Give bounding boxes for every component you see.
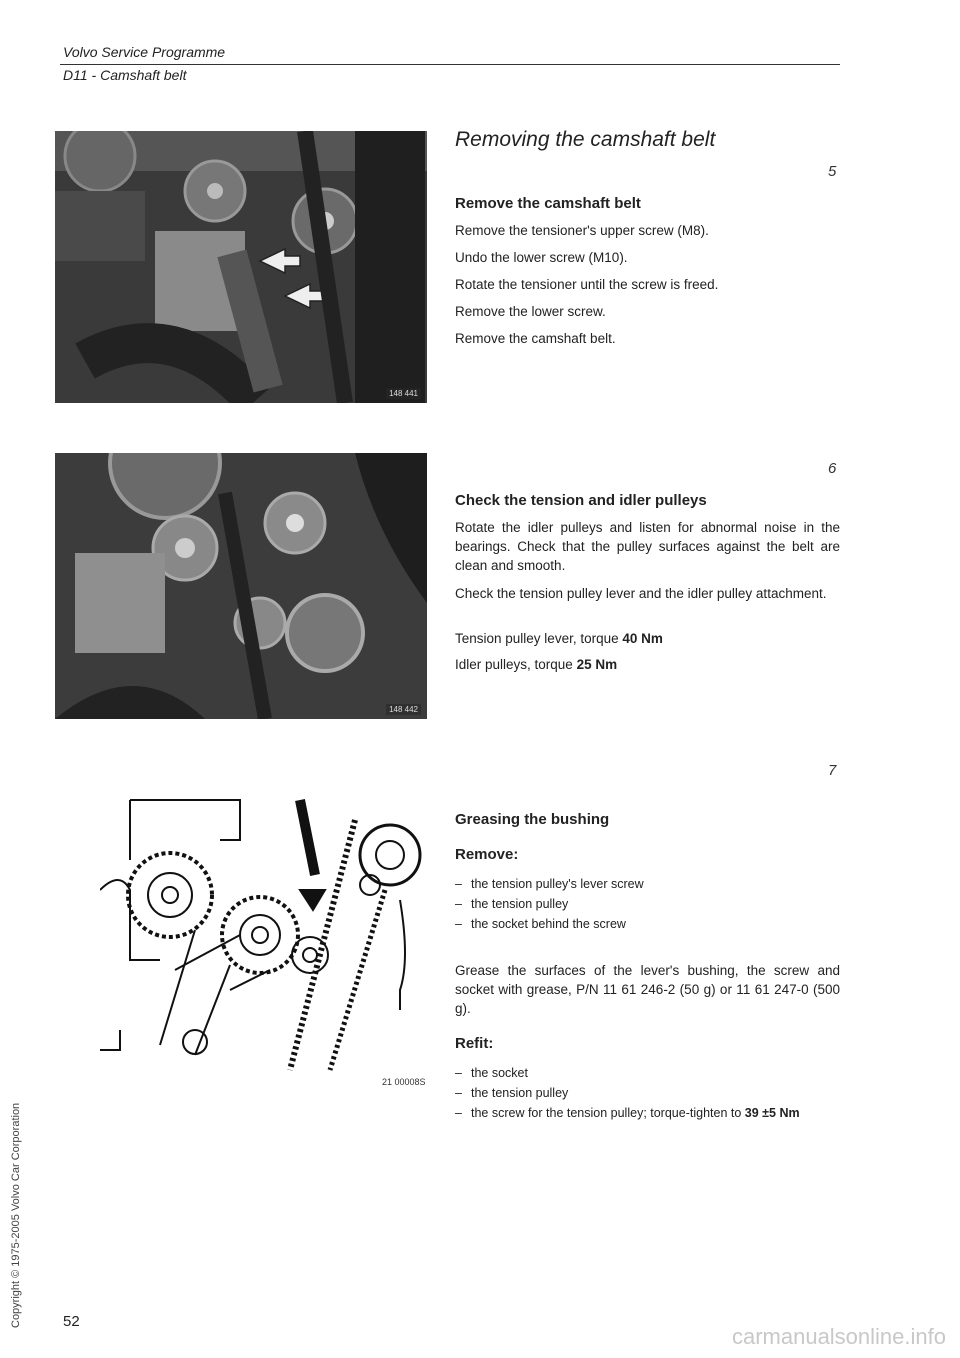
list-item: [455, 1103, 840, 1123]
refit-list: [455, 1063, 840, 1123]
step-6-heading: Check the tension and idler pulleys: [455, 492, 707, 509]
copyright-notice: Copyright © 1975-2005 Volvo Car Corporation: [10, 1102, 22, 1328]
step-5-line: Rotate the tensioner until the screw is freed.: [455, 277, 719, 292]
step-6-para-1: Rotate the idler pulleys and listen for abnormal noise in the bearings. Check that the pulley surfaces against the belt are clean and smooth.: [455, 520, 840, 573]
list-item: – the tension pulley: [455, 1083, 840, 1103]
refit-last-text: the screw for the tension pulley; torque-tighten to: [471, 1106, 745, 1120]
torque-tension-lever: [455, 629, 840, 648]
photo-1-label: 148 441: [386, 388, 421, 399]
torque-tension-lever-value: 40 Nm: [622, 631, 663, 646]
refit-heading: Refit:: [455, 1035, 494, 1052]
header-subtitle: D11 - Camshaft belt: [63, 67, 187, 83]
torque-idler-pulleys-value: 25 Nm: [576, 657, 618, 672]
step-5-line: Remove the camshaft belt.: [455, 331, 616, 346]
step-5-line: Undo the lower screw (M10).: [455, 250, 628, 265]
refit-torque-value: 39 ±5 Nm: [744, 1106, 800, 1120]
tensioner-diagram: [100, 780, 430, 1080]
list-item: – the socket behind the screw: [455, 914, 840, 934]
page-number: 52: [63, 1313, 80, 1330]
list-item: – the tension pulley: [455, 894, 840, 914]
step-5-line: Remove the tensioner's upper screw (M8).: [455, 223, 709, 238]
diagram-label: 21 00008S: [382, 1077, 426, 1087]
engine-photo-2: [55, 453, 427, 719]
step-7-heading: Greasing the bushing: [455, 811, 610, 828]
step-6-para-2: Check the tension pulley lever and the idler pulley attachment.: [455, 586, 827, 601]
page-title: Removing the camshaft belt: [455, 128, 716, 151]
step-number-6: 6: [828, 460, 837, 477]
watermark: carmanualsonline.info: [731, 1324, 946, 1349]
list-item: – the tension pulley's lever screw: [455, 874, 840, 894]
grease-paragraph: Grease the surfaces of the lever's bushing, the screw and socket with grease, P/N 11 61 246-2 (50 g) or 11 61 247-0 (500 g).: [455, 963, 840, 1016]
step-number-7: 7: [828, 762, 837, 779]
torque-tension-lever-text: Tension pulley lever, torque: [455, 631, 623, 646]
torque-idler-pulleys-text: Idler pulleys, torque: [455, 657, 577, 672]
step-5-line: Remove the lower screw.: [455, 304, 606, 319]
header-title: Volvo Service Programme: [63, 44, 226, 60]
torque-idler-pulleys: [455, 655, 840, 674]
remove-list: [455, 874, 840, 934]
step-number-5: 5: [828, 163, 837, 180]
step-5-heading: Remove the camshaft belt: [455, 195, 641, 212]
list-item: – the socket: [455, 1063, 840, 1083]
photo-2-label: 148 442: [386, 704, 421, 715]
engine-photo-1: [55, 131, 427, 403]
header-divider: [60, 64, 840, 65]
remove-heading: Remove:: [455, 846, 519, 863]
